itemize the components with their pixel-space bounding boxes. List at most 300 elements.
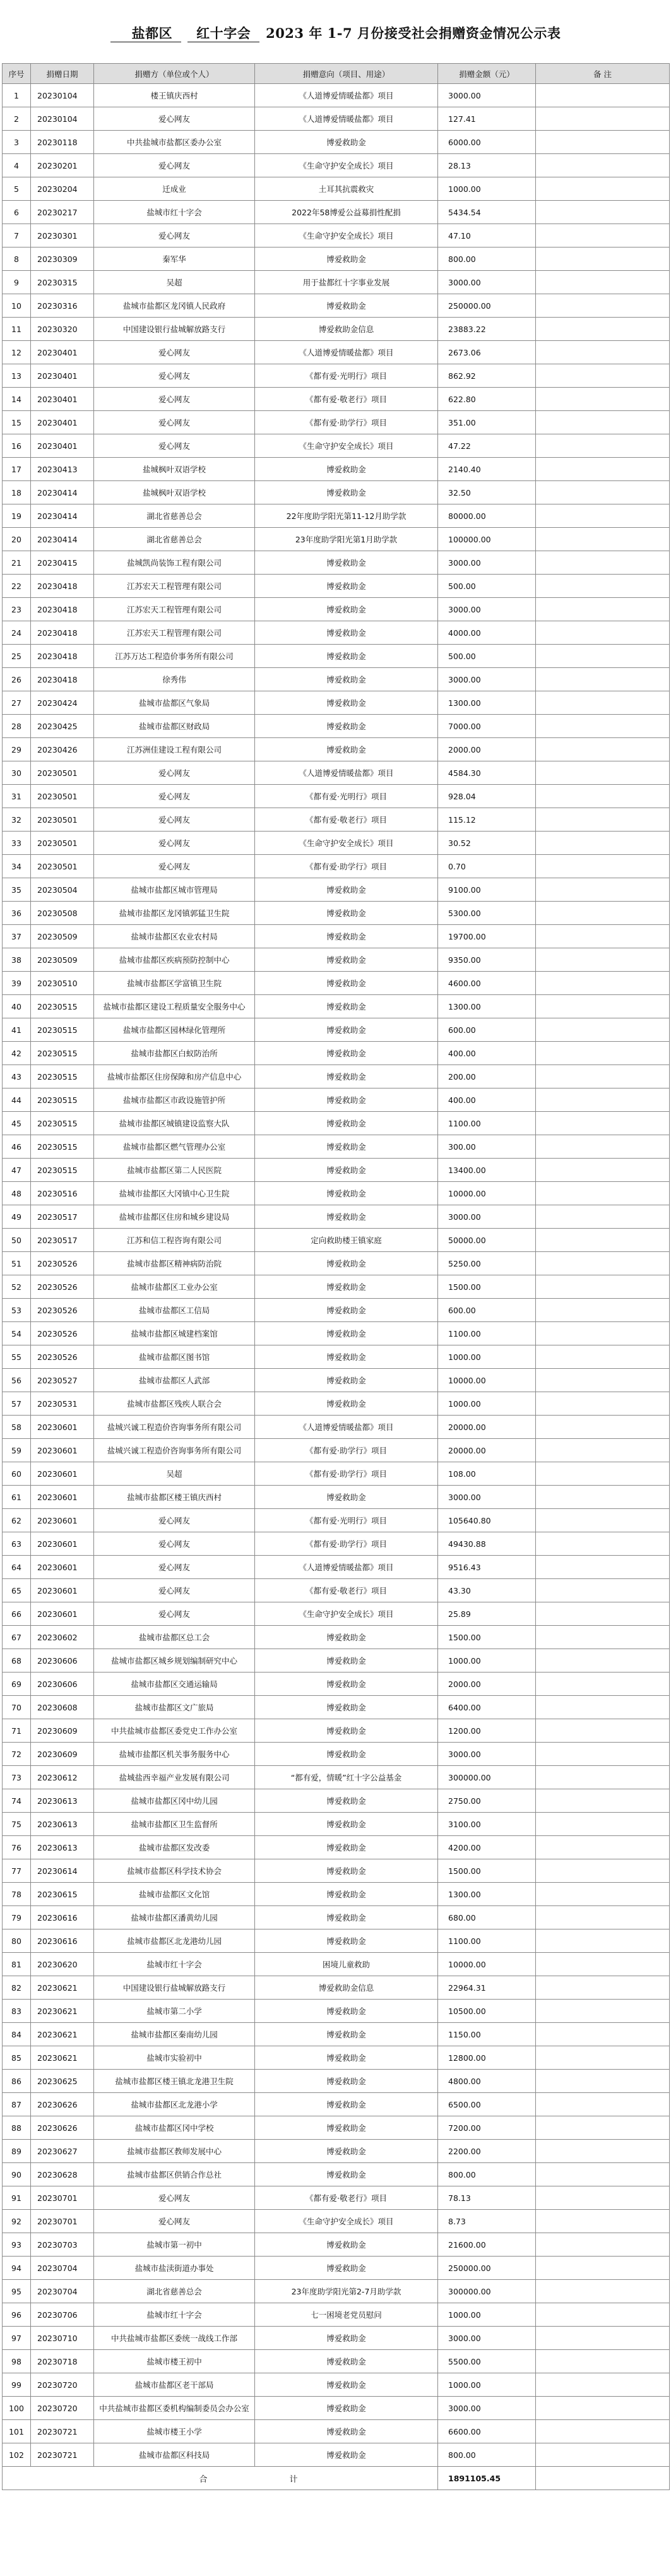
donation-amount: 2750.00 (438, 1789, 536, 1813)
donation-purpose: 博爱救助金 (255, 878, 438, 902)
donation-date: 20230720 (31, 2397, 94, 2420)
row-number: 42 (3, 1042, 31, 1065)
table-row (3, 154, 670, 177)
table-row (3, 2000, 670, 2023)
donation-date: 20230414 (31, 481, 94, 504)
donation-date: 20230204 (31, 177, 94, 201)
donation-date: 20230609 (31, 1743, 94, 1766)
remark (536, 551, 670, 575)
donor-name: 江苏宏天工程管理有限公司 (94, 621, 255, 645)
table-row (3, 247, 670, 271)
donation-amount: 78.13 (438, 2186, 536, 2210)
remark (536, 2233, 670, 2257)
donor-name: 盐城市实验初中 (94, 2046, 255, 2070)
table-row (3, 1229, 670, 1252)
donation-purpose: 《人道博爱情暖盐都》项目 (255, 1556, 438, 1579)
donation-date: 20230616 (31, 1929, 94, 1953)
donation-date: 20230104 (31, 107, 94, 131)
donation-date: 20230104 (31, 84, 94, 107)
table-row (3, 1345, 670, 1369)
donation-purpose: 《人道博爱情暖盐都》项目 (255, 84, 438, 107)
donation-purpose: 博爱救助金 (255, 738, 438, 761)
donation-amount: 600.00 (438, 1018, 536, 1042)
table-row (3, 645, 670, 668)
donation-date: 20230504 (31, 878, 94, 902)
donation-date: 20230517 (31, 1229, 94, 1252)
row-number: 29 (3, 738, 31, 761)
table-row (3, 598, 670, 621)
donation-amount: 600.00 (438, 1299, 536, 1322)
donation-date: 20230613 (31, 1836, 94, 1859)
donation-amount: 4200.00 (438, 1836, 536, 1859)
row-number: 15 (3, 411, 31, 434)
row-number: 60 (3, 1462, 31, 1486)
table-row (3, 995, 670, 1018)
remark (536, 598, 670, 621)
table-row (3, 1766, 670, 1789)
donor-name: 湖北省慈善总会 (94, 528, 255, 551)
donor-name: 爱心网友 (94, 411, 255, 434)
donation-purpose: 博爱救助金 (255, 2070, 438, 2093)
remark (536, 2140, 670, 2163)
remark (536, 2397, 670, 2420)
row-number: 94 (3, 2257, 31, 2280)
donation-date: 20230621 (31, 2000, 94, 2023)
donation-amount: 5300.00 (438, 902, 536, 925)
remark (536, 1392, 670, 1416)
donation-amount: 10000.00 (438, 1953, 536, 1976)
table-row (3, 1252, 670, 1275)
donor-name: 盐城市盐都区供销合作总社 (94, 2163, 255, 2186)
donation-amount: 100000.00 (438, 528, 536, 551)
donor-name: 盐城枫叶双语学校 (94, 458, 255, 481)
donor-name: 江苏和信工程咨询有限公司 (94, 1229, 255, 1252)
donation-purpose: 《人道博爱情暖盐都》项目 (255, 107, 438, 131)
row-number: 34 (3, 855, 31, 878)
table-row (3, 2420, 670, 2443)
donation-date: 20230601 (31, 1462, 94, 1486)
row-number: 35 (3, 878, 31, 902)
donation-date: 20230418 (31, 668, 94, 691)
remark (536, 2093, 670, 2116)
donation-date: 20230418 (31, 575, 94, 598)
row-number: 49 (3, 1205, 31, 1229)
donor-name: 盐城市楼王初中 (94, 2350, 255, 2373)
donor-name: 盐城市盐都区城乡规划编制研究中心 (94, 1649, 255, 1673)
donor-name: 盐城市盐都区文化馆 (94, 1883, 255, 1906)
remark (536, 925, 670, 948)
row-number: 31 (3, 785, 31, 808)
donor-name: 盐城市盐都区疾病预防控制中心 (94, 948, 255, 972)
donation-purpose: 《都有爱·助学行》项目 (255, 1439, 438, 1462)
remark (536, 1112, 670, 1135)
row-number: 19 (3, 504, 31, 528)
table-row (3, 1205, 670, 1229)
donation-purpose: 博爱救助金 (255, 458, 438, 481)
donor-name: 盐城凯尚装饰工程有限公司 (94, 551, 255, 575)
donation-purpose: 博爱救助金 (255, 1135, 438, 1159)
donation-date: 20230315 (31, 271, 94, 294)
remark (536, 1649, 670, 1673)
donation-table (2, 63, 670, 2490)
donation-amount: 5500.00 (438, 2350, 536, 2373)
donation-date: 20230401 (31, 364, 94, 388)
remark (536, 1626, 670, 1649)
donor-name: 盐城市盐都区机关事务服务中心 (94, 1743, 255, 1766)
donation-amount: 1200.00 (438, 1719, 536, 1743)
row-number: 102 (3, 2443, 31, 2467)
row-number: 6 (3, 201, 31, 224)
table-row (3, 2257, 670, 2280)
row-number: 83 (3, 2000, 31, 2023)
table-row (3, 2350, 670, 2373)
table-row (3, 1859, 670, 1883)
remark (536, 107, 670, 131)
donation-amount: 9516.43 (438, 1556, 536, 1579)
donation-amount: 4600.00 (438, 972, 536, 995)
table-row (3, 84, 670, 107)
remark (536, 84, 670, 107)
donation-amount: 43.30 (438, 1579, 536, 1602)
donation-amount: 5434.54 (438, 201, 536, 224)
donation-purpose: 《生命守护安全成长》项目 (255, 154, 438, 177)
row-number: 11 (3, 318, 31, 341)
donation-purpose: 博爱救助金 (255, 2350, 438, 2373)
total-label-ji: 计 (289, 2474, 298, 2484)
donor-name: 盐城市盐渎街道办事处 (94, 2257, 255, 2280)
donation-purpose: 博爱救助金 (255, 1789, 438, 1813)
donation-date: 20230309 (31, 247, 94, 271)
donation-date: 20230401 (31, 388, 94, 411)
donation-date: 20230614 (31, 1859, 94, 1883)
row-number: 70 (3, 1696, 31, 1719)
donor-name: 盐城市盐都区大冈镇中心卫生院 (94, 1182, 255, 1205)
row-number: 92 (3, 2210, 31, 2233)
donation-amount: 23883.22 (438, 318, 536, 341)
header-date: 捐赠日期 (31, 64, 94, 84)
donation-amount: 3000.00 (438, 1743, 536, 1766)
row-number: 68 (3, 1649, 31, 1673)
donation-purpose: 博爱救助金 (255, 2046, 438, 2070)
donor-name: 盐城市盐都区学富镇卫生院 (94, 972, 255, 995)
donation-amount: 127.41 (438, 107, 536, 131)
donation-date: 20230424 (31, 691, 94, 715)
remark (536, 1369, 670, 1392)
donation-purpose: 博爱救助金 (255, 2233, 438, 2257)
donation-amount: 2200.00 (438, 2140, 536, 2163)
donor-name: 盐城市盐都区楼王镇北龙港卫生院 (94, 2070, 255, 2093)
table-row (3, 2163, 670, 2186)
remark (536, 1789, 670, 1813)
remark (536, 715, 670, 738)
row-number: 91 (3, 2186, 31, 2210)
donation-date: 20230515 (31, 1088, 94, 1112)
table-header (3, 64, 670, 84)
donation-amount: 49430.88 (438, 1532, 536, 1556)
table-row (3, 972, 670, 995)
table-row (3, 1042, 670, 1065)
remark (536, 1462, 670, 1486)
donation-amount: 47.22 (438, 434, 536, 458)
row-number: 100 (3, 2397, 31, 2420)
remark (536, 785, 670, 808)
donation-date: 20230704 (31, 2257, 94, 2280)
remark (536, 902, 670, 925)
header-donor: 捐赠方（单位或个人） (94, 64, 255, 84)
donation-amount: 4584.30 (438, 761, 536, 785)
donor-name: 盐城市盐都区精神病防治院 (94, 1252, 255, 1275)
remark (536, 458, 670, 481)
table-row (3, 1532, 670, 1556)
donor-name: 爱心网友 (94, 1532, 255, 1556)
donation-purpose: 博爱救助金 (255, 1159, 438, 1182)
remark (536, 1976, 670, 2000)
row-number: 63 (3, 1532, 31, 1556)
remark (536, 2327, 670, 2350)
donation-amount: 1100.00 (438, 1112, 536, 1135)
table-row (3, 2116, 670, 2140)
donation-amount: 1150.00 (438, 2023, 536, 2046)
row-number: 40 (3, 995, 31, 1018)
donation-date: 20230413 (31, 458, 94, 481)
table-row (3, 1556, 670, 1579)
remark (536, 434, 670, 458)
table-row (3, 1392, 670, 1416)
donor-name: 爱心网友 (94, 855, 255, 878)
row-number: 43 (3, 1065, 31, 1088)
donation-amount: 47.10 (438, 224, 536, 247)
donation-date: 20230118 (31, 131, 94, 154)
donation-date: 20230418 (31, 645, 94, 668)
table-row (3, 1416, 670, 1439)
remark (536, 621, 670, 645)
row-number: 67 (3, 1626, 31, 1649)
donation-amount: 4000.00 (438, 621, 536, 645)
remark (536, 1486, 670, 1509)
donation-purpose: 博爱救助金 (255, 1719, 438, 1743)
donation-amount: 5250.00 (438, 1252, 536, 1275)
table-row (3, 1322, 670, 1345)
donation-date: 20230706 (31, 2303, 94, 2327)
donation-date: 20230414 (31, 528, 94, 551)
donor-name: 盐城市盐都区冈中学校 (94, 2116, 255, 2140)
row-number: 36 (3, 902, 31, 925)
remark (536, 364, 670, 388)
donation-amount: 6000.00 (438, 131, 536, 154)
table-row (3, 1018, 670, 1042)
donation-date: 20230601 (31, 1532, 94, 1556)
table-row (3, 2186, 670, 2210)
donation-amount: 3000.00 (438, 2327, 536, 2350)
donation-amount: 0.70 (438, 855, 536, 878)
donation-purpose: 博爱救助金 (255, 1299, 438, 1322)
table-row (3, 808, 670, 832)
donor-name: 湖北省慈善总会 (94, 2280, 255, 2303)
donation-amount: 1300.00 (438, 995, 536, 1018)
donation-amount: 3000.00 (438, 551, 536, 575)
row-number: 96 (3, 2303, 31, 2327)
table-row (3, 1299, 670, 1322)
donation-purpose: 博爱救助金 (255, 2327, 438, 2350)
donation-amount: 680.00 (438, 1906, 536, 1929)
remark (536, 131, 670, 154)
donation-date: 20230526 (31, 1275, 94, 1299)
table-row (3, 2397, 670, 2420)
row-number: 25 (3, 645, 31, 668)
total-amount: 1891105.45 (438, 2467, 536, 2490)
donation-purpose: 土耳其抗震救灾 (255, 177, 438, 201)
donation-amount: 300000.00 (438, 1766, 536, 1789)
row-number: 48 (3, 1182, 31, 1205)
donation-date: 20230418 (31, 621, 94, 645)
table-row (3, 2233, 670, 2257)
donation-amount: 250000.00 (438, 294, 536, 318)
row-number: 58 (3, 1416, 31, 1439)
donation-amount: 9100.00 (438, 878, 536, 902)
row-number: 47 (3, 1159, 31, 1182)
donation-date: 20230418 (31, 598, 94, 621)
remark (536, 411, 670, 434)
remark (536, 2280, 670, 2303)
table-row (3, 341, 670, 364)
row-number: 14 (3, 388, 31, 411)
donation-date: 20230701 (31, 2186, 94, 2210)
donation-amount: 3000.00 (438, 668, 536, 691)
table-row (3, 224, 670, 247)
donation-amount: 1300.00 (438, 1883, 536, 1906)
donation-purpose: 《都有爱·助学行》项目 (255, 1532, 438, 1556)
table-row (3, 434, 670, 458)
donor-name: 盐城市红十字会 (94, 201, 255, 224)
table-row (3, 1673, 670, 1696)
donation-purpose: 《都有爱·光明行》项目 (255, 785, 438, 808)
donation-amount: 4800.00 (438, 2070, 536, 2093)
table-row (3, 761, 670, 785)
table-row (3, 2443, 670, 2467)
donation-purpose: 博爱救助金 (255, 948, 438, 972)
donor-name: 爱心网友 (94, 785, 255, 808)
donor-name: 中共盐城市盐都区委统一战线工作部 (94, 2327, 255, 2350)
donation-amount: 3000.00 (438, 271, 536, 294)
table-row (3, 691, 670, 715)
donor-name: 盐城市盐都区工业办公室 (94, 1275, 255, 1299)
donation-date: 20230601 (31, 1416, 94, 1439)
row-number: 95 (3, 2280, 31, 2303)
donation-date: 20230621 (31, 1976, 94, 2000)
remark (536, 1299, 670, 1322)
remark (536, 1953, 670, 1976)
donation-amount: 3000.00 (438, 2397, 536, 2420)
donation-date: 20230401 (31, 411, 94, 434)
table-row (3, 948, 670, 972)
donation-purpose: 《生命守护安全成长》项目 (255, 434, 438, 458)
table-row (3, 107, 670, 131)
donation-purpose: 博爱救助金 (255, 1112, 438, 1135)
donation-amount: 1000.00 (438, 1392, 536, 1416)
table-row (3, 878, 670, 902)
donor-name: 盐城市盐都区人武部 (94, 1369, 255, 1392)
table-row (3, 2070, 670, 2093)
table-row (3, 925, 670, 948)
donation-purpose: 博爱救助金 (255, 995, 438, 1018)
donation-amount: 115.12 (438, 808, 536, 832)
donor-name: 盐城市盐都区教师发展中心 (94, 2140, 255, 2163)
remark (536, 761, 670, 785)
remark (536, 995, 670, 1018)
row-number: 71 (3, 1719, 31, 1743)
donor-name: 盐城市盐都区白蚁防治所 (94, 1042, 255, 1065)
donation-purpose: 博爱救助金 (255, 551, 438, 575)
donor-name: 盐城市盐都区卫生监督所 (94, 1813, 255, 1836)
table-row (3, 1486, 670, 1509)
donor-name: 盐城市第二小学 (94, 2000, 255, 2023)
donor-name: 爱心网友 (94, 388, 255, 411)
row-number: 78 (3, 1883, 31, 1906)
donation-amount: 862.92 (438, 364, 536, 388)
donation-amount: 3000.00 (438, 1205, 536, 1229)
table-row (3, 832, 670, 855)
remark (536, 645, 670, 668)
donation-date: 20230627 (31, 2140, 94, 2163)
table-row (3, 715, 670, 738)
table-row (3, 1906, 670, 1929)
donor-name: 徐秀伟 (94, 668, 255, 691)
donor-name: 盐城市盐都区住房和城乡建设局 (94, 1205, 255, 1229)
donation-purpose: 《都有爱·敬老行》项目 (255, 388, 438, 411)
table-row (3, 481, 670, 504)
donation-amount: 800.00 (438, 247, 536, 271)
donation-purpose: 博爱救助金 (255, 1649, 438, 1673)
donor-name: 盐城市第一初中 (94, 2233, 255, 2257)
donation-purpose: 博爱救助金 (255, 2116, 438, 2140)
donation-amount: 622.80 (438, 388, 536, 411)
donation-purpose: 《人道博爱情暖盐都》项目 (255, 1416, 438, 1439)
table-row (3, 458, 670, 481)
donor-name: 湖北省慈善总会 (94, 504, 255, 528)
remark (536, 1929, 670, 1953)
remark (536, 575, 670, 598)
donation-purpose: 博爱救助金 (255, 1065, 438, 1088)
donation-amount: 1100.00 (438, 1322, 536, 1345)
table-row (3, 1976, 670, 2000)
table-row (3, 1813, 670, 1836)
donor-name: 爱心网友 (94, 1556, 255, 1579)
row-number: 84 (3, 2023, 31, 2046)
donation-date: 20230601 (31, 1486, 94, 1509)
donation-purpose: 博爱救助金 (255, 481, 438, 504)
remark (536, 1252, 670, 1275)
donation-date: 20230721 (31, 2420, 94, 2443)
donation-amount: 1500.00 (438, 1859, 536, 1883)
table-row (3, 738, 670, 761)
donation-date: 20230515 (31, 1112, 94, 1135)
row-number: 89 (3, 2140, 31, 2163)
donation-amount: 3000.00 (438, 598, 536, 621)
donation-date: 20230517 (31, 1205, 94, 1229)
total-label-cell (3, 2467, 438, 2490)
row-number: 18 (3, 481, 31, 504)
donation-date: 20230601 (31, 1509, 94, 1532)
donor-name: 秦军华 (94, 247, 255, 271)
remark (536, 2303, 670, 2327)
row-number: 79 (3, 1906, 31, 1929)
donor-name: 楼王镇庆西村 (94, 84, 255, 107)
donor-name: 爱心网友 (94, 107, 255, 131)
donation-date: 20230615 (31, 1883, 94, 1906)
row-number: 5 (3, 177, 31, 201)
donation-amount: 8.73 (438, 2210, 536, 2233)
donor-name: 盐城市盐都区市政设施管护所 (94, 1088, 255, 1112)
